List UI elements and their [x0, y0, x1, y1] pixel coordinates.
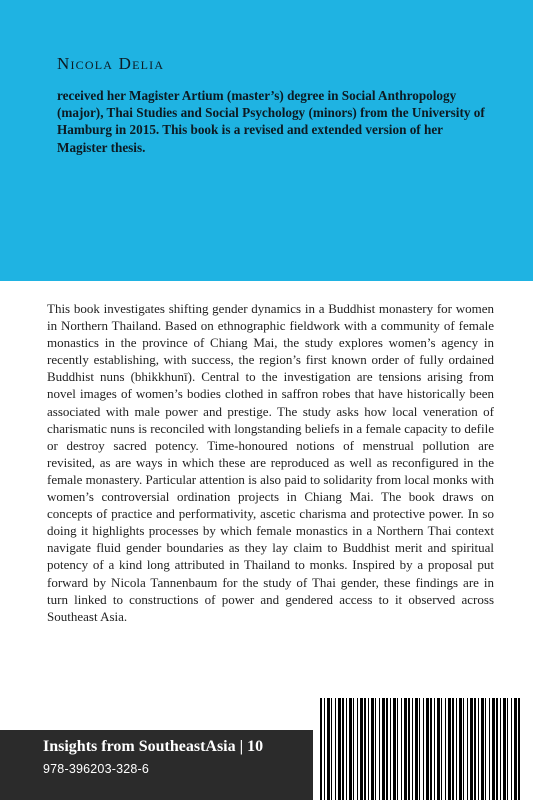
author-bio: received her Magister Artium (master’s) degree in Social Anthropology (major), Thai Studies and Social Psychology (minors) from the University of Hamburg in 2015. This book is a revised and extended version of her Magister thesis. [57, 88, 485, 155]
book-blurb: This book investigates shifting gender dynamics in a Buddhist monastery for women in Northern Thailand. Based on ethnographic fieldwork with a community of female monastics in the province of Chiang Mai, the study explores women’s agency in recently establishing, with success, the region’s first known order of fully ordained Buddhist nuns (bhikkhunī). Central to the investigation are tensions arising from novel images of women’s bodies clothed in saffron robes that have historically been associated with male power and prestige. The study asks how local veneration of charismatic nuns is reconciled with longstanding beliefs in a female capacity to defile or destroy sacred potency. Time-honoured notions of menstrual pollution are revisited, as are ways in which these are reproduced as well as reconfigured in the female monastery. Particular attention is also paid to solidarity from local monks with women’s controversial ordination projects in Chiang Mai. The book draws on concepts of practice and performativity, ascetic charisma and protective power. In so doing it highlights processes by which female monastics in a Northern Thai context navigate fluid gender boundaries as they lay claim to Buddhist merit and spiritual potency of a kind long attributed in Thailand to monks. Inspired by a proposal put forward by Nicola Tannenbaum for the study of Thai gender, these findings are in turn linked to constructions of power and gendered access to it observed across Southeast Asia. [47, 301, 494, 624]
series-title: Insights from SoutheastAsia | 10 [43, 738, 264, 755]
author-panel [0, 0, 533, 281]
author-name: Nicola Delia [57, 54, 165, 73]
isbn-number: 978-396203-328-6 [43, 762, 150, 776]
barcode-panel [313, 690, 533, 800]
barcode-icon [320, 698, 520, 800]
